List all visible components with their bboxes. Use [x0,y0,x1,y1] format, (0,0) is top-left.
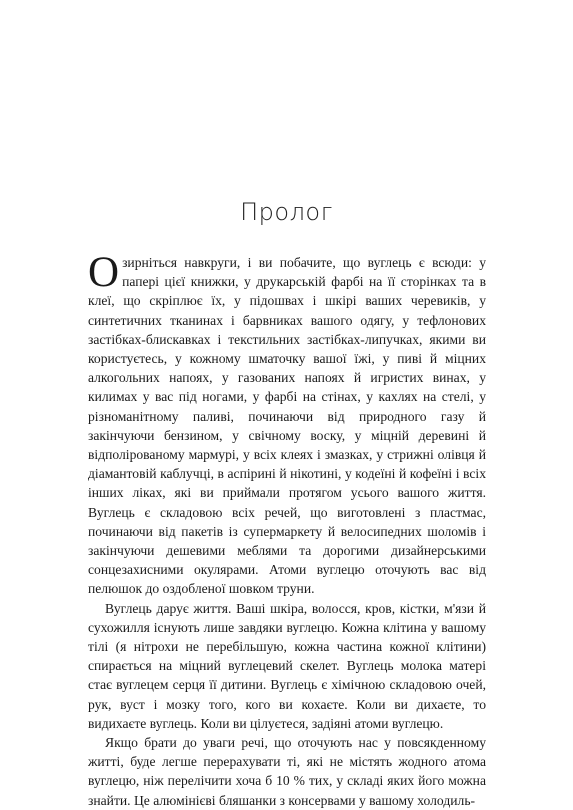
chapter-title: Пролог [240,198,333,226]
drop-cap: О [88,249,120,296]
paragraph-1 [88,249,486,599]
chapter-body [88,249,486,810]
paragraph-1-text: зирніться навкруги, і ви побачите, що вуглець є всюди: у папері цієї книжки, у друкарській фарбі на її сторінках та в клеї, що скріплює їх, у підошвах і шкірі ваших черевиків, у синтетичних тканинах і барвниках вашого одягу, у тефлонових застібках-блискавках і текстильних застібках-липучках, якими ви користуєтесь, у кожному шматочку вашої їжі, у пиві й міцних алкогольних напоях, у газованих напоях й игристих винах, у килимах у вас під ногами, у фарбі на стінах, у кахлях на стелі, у різноманітному паливі, починаючи від природного газу й закінчуючи бензином, у свічному воску, у міцній деревині й відполірованому мармурі, у всіх клеях і змазках, у стрижні олівця й діамантовій каблучці, в аспірині й нікотині, у кодеїні й кофеїні і всіх інших ліках, які ви приймали протягом усього вашого життя. Вуглець є складовою всіх речей, що виготовлені з пластмас, починаючи від пакетів із супермаркету й велосипедних шоломів і закінчуючи дешевими меблями та дорогими дизайнерськими сонцезахисними окулярами. Атоми вуглецю оточують вас від пелюшок до оздобленої шовком труни. [88,255,486,597]
paragraph-3: Якщо брати до уваги речі, що оточують нас у повсякденному житті, буде легше перерахувати ті, які не містять жодного атома вуглецю, ніж перелічити хоча б 10 % тих, у складі яких його можна знайти. Це алюмінієві бляшанки з консервами у вашому холодиль- [88,735,486,808]
paragraph-2: Вуглець дарує життя. Ваші шкіра, волосся, кров, кістки, м'язи й сухожилля існують лише завдяки вуглецю. Кожна клітина у вашому тілі (я нітрохи не перебільшую, кожна частина кожної клітини) спирається на міцний вуглецевий скелет. Вуглець молока матері стає вуглецем серця її дитини. Вуглець є хімічною складовою очей, рук, вуст і мозку того, кого ви кохаєте. Коли ви дихаєте, то видихаєте вуглець. Коли ви цілуєтеся, задіяні атоми вуглецю. [88,600,486,731]
